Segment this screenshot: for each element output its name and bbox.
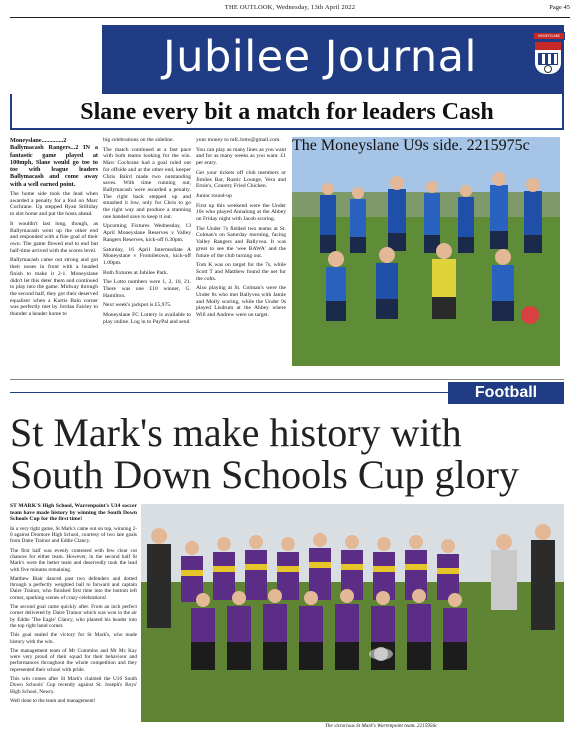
article2-paragraph: This win comes after St Mark's claimed the U16 South Down Schools' Cup recently against St. Joseph's Boys' High School, Newry. (10, 676, 137, 695)
article1-paragraph: The match continued at a fast pace with both teams looking for the win. Marc Cochrane had a goal ruled out for offside and at the other end, keeper Chris Baird made two outstanding saves. With time running out, Ballymacash were awarded a penalty. The right back stepped up and smashed it low, only for Chris to go the right way and produce a stunning one handed save to keep it out. (103, 146, 191, 220)
article2-paragraph: The first half was evenly contested with few clear cut chances for either team. However, in the second half St Mark's were the better team and deservedly took the lead with five minutes remaining. (10, 547, 137, 573)
headline-line-1: St Mark's make history with (10, 410, 462, 455)
article1-column-3 (196, 137, 286, 322)
article-headline: Slane every bit a match for leaders Cash (80, 99, 494, 125)
page-number: Page 45 (549, 4, 570, 11)
u9s-team-photo (292, 137, 560, 366)
club-crest-label: MONEYSLANE (533, 32, 565, 40)
junior-roundup-heading: Junior round-up (196, 192, 232, 199)
article1-paragraph: Get your tickets off club members or Jimiles Bar, Rustic Lounge, Vera and Ernie's, Country Fried Chicken. (196, 169, 286, 190)
article1-paragraph: Tom K was on target for the 7s, while Scott T and Matthew found the net for the colts. (196, 262, 286, 282)
st-marks-team-photo (141, 504, 564, 722)
article1-paragraph: your money to mfc.lotto@gmail.com. (196, 137, 281, 143)
fixtures-heading: Upcoming Fixtures Wednesday, 13 April Moneyslane Reserves v Valley Rangers Reserves, kick-off 6.30pm. (103, 223, 191, 243)
u9s-photo-caption: The Moneyslane U9s side. 2215975c (292, 137, 530, 154)
masthead-date: THE OUTLOOK, Wednesday, 13th April 2022 (224, 4, 356, 11)
article2-paragraph: The second goal came quickly after. From an inch perfect corner delivered by Daire Trainor which was won in the air by Eddie 'The Eagle' Clancy, who planted his header into the top right hand corner. (10, 604, 137, 629)
article1-column-2 (103, 137, 191, 329)
jubilee-journal-title: Jubilee Journal (163, 32, 477, 82)
football-rule (10, 392, 448, 393)
st-marks-photo-caption: The victorious St Mark's Warrenpoint team. 2215956c (325, 723, 438, 729)
u9s-team-illustration (292, 137, 560, 366)
article1-paragraph: First up this weekend were the Under 10s who played Annalong at the Abbey on Friday night with Jacob scoring. (196, 202, 286, 223)
section-divider (10, 379, 564, 380)
fixture-venue: Both fixtures at Jubilee Park. (103, 269, 169, 276)
article2-paragraph: In a very tight game, St Mark's came out on top, winning 2-0 against Dromore High School, courtesy of two late goals from Daire Trainor and Eddie Clancy. (10, 525, 137, 545)
article2-paragraph: Matthew Blair danced past two defenders and dotted through a perfectly weighted ball to forward and captain Daire Trainor, who finished first time into the bottom left corner, sparking scenes of crazy celebrations! (10, 575, 137, 601)
article2-paragraph: This goal sealed the victory for St Mark's, who made history with the win. (10, 632, 137, 645)
article2-paragraph: The management team of Mr Cummins and Mr Mc Kay were very proud of their squad for their behaviour and performances throughout the whole competition and they represented their school with pride. (10, 647, 137, 673)
article1-paragraph: Ballymacash came out strong and got their noses in front with a headed finish to make it 2-1. Moneyslane didn't let this deter them and continued to play into the game. Midway through the second half, they got their deserved equaliser when a Kurtis Bain corner was perfectly met by Jordan Fairley to thunder a header home to (10, 257, 98, 318)
article1-column-1 (10, 137, 98, 321)
article1-paragraph: You can play as many lines as you want and for as many weeks as you want. £1 per entry. (196, 146, 286, 167)
article2-paragraph: Well done to the team and management! (10, 697, 96, 704)
article2-lead: ST MARK'S High School, Warrenpoint's U14 soccer team have made history by winning the South Down Schools Cup for the first time! (10, 503, 137, 523)
club-crest-icon (534, 41, 562, 75)
fixture-item: Saturday, 16 April Intermediate A Moneyslane v Fromiletown, kick-off 1.00pm. (103, 246, 191, 266)
article2-column (10, 503, 137, 707)
headline-line-2: South Down Schools Cup glory (10, 452, 519, 497)
article1-paragraph: Also playing at St. Colman's were the Under 8s who met Ballyvea with Jamie and Molly scoring, while the Under 9s played Lisdrum at the Abbey where Will and Andrew were on target. (196, 285, 286, 319)
article1-lead: Moneyslane..............2 Ballymacash Rangers...2 IN a fantastic game played at 100mph, Slane would go toe to toe with league leaders Ballymacash and come away with a well earned point. (10, 137, 98, 188)
article1-paragraph: It wouldn't last long, though, as Ballymacash went up the other end and responded with a fine goal of their own. The game flowed end to end but half-time arrived with the scores level. (10, 220, 98, 254)
football-section-label: Football (448, 382, 564, 404)
lotto-results: The Lotto numbers were 1, 2, 10, 21. There was one £10 winner, G. Hamilton. (103, 279, 191, 299)
masthead-rule (10, 17, 570, 18)
st-marks-headline (10, 412, 564, 496)
lotto-online: Moneyslane FC Lottery is available to play online. Log in to PayPal and send (103, 312, 191, 325)
article1-paragraph: The home side took the lead when awarded a penalty for a foul on Marc Cochrane. Up stepped Ryan Stilliday to slot home and put the hosts ahead. (10, 191, 98, 218)
article1-paragraph: big celebrations on the sideline. (103, 137, 174, 143)
st-marks-team-illustration (141, 504, 564, 722)
article1-paragraph: The Under 7s fielded two teams at St. Colman's on Saturday morning, facing Valley Rangers and Ballyvea. It was great to see the 'wee BAWA' and the future of the club turning out. (196, 225, 286, 259)
lotto-jackpot: Next week's jackpot is £5,975. (103, 302, 172, 309)
